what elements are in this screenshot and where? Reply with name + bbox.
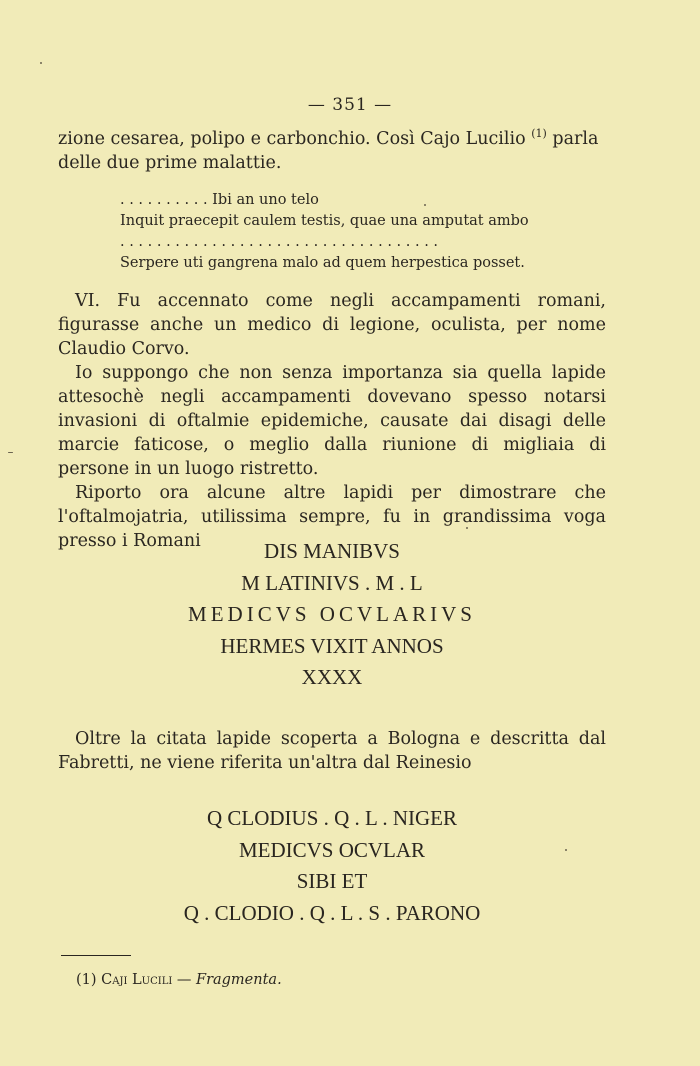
footnote — [76, 970, 282, 990]
intro-line-2: delle due prime malattie. — [58, 152, 282, 173]
page-number: — 351 — — [307, 95, 393, 115]
verse-line-2: Inquit praecepit caulem testis, quae una amputat ambo — [120, 213, 529, 229]
paragraph-oltre: Oltre la citata lapide scoperta a Bologna e descritta dal Fabretti, ne viene riferita un'altra dal Reinesio — [58, 729, 606, 773]
footnote-reference: (1) — [531, 127, 547, 140]
paper-speck — [466, 527, 468, 529]
inscription-1-line-2: M LATINIVS . M . L — [241, 570, 423, 595]
inscription-1-line-1: DIS MANIBVS — [264, 539, 400, 563]
inscription-clodius — [0, 803, 664, 929]
inscription-1-line-4: HERMES VIXIT ANNOS — [220, 633, 444, 658]
verse-line-3: . . . . . . . . . . . . . . . . . . . . . . . . . . . . . . . . . . . — [120, 234, 439, 250]
paragraph-riporto: Riporto ora alcune altre lapidi per dimostrare che l'oftalmojatria, utilissima sempre, fu in grandissima voga presso i Romani — [58, 483, 606, 551]
inscription-2-line-3: SIBI ET — [296, 869, 368, 893]
paper-speck — [8, 452, 13, 453]
main-paragraphs — [58, 289, 606, 553]
inscription-1-line-5: XXXX — [301, 665, 363, 689]
footnote-dash: — — [176, 972, 192, 988]
intro-paragraph — [58, 122, 606, 175]
paper-speck — [565, 849, 567, 851]
footnote-title: Fragmenta. — [196, 972, 282, 988]
inscription-1-line-3: MEDICVS OCVLARIVS — [188, 602, 476, 626]
footnote-number: (1) — [76, 972, 97, 988]
verse-line-1: . . . . . . . . . . Ibi an uno telo — [120, 192, 319, 208]
paragraph-io-suppongo: Io suppongo che non senza importanza sia quella lapide attesochè negli accampamenti dovevano spesso notarsi invasioni di oftalmie epidemiche, causate dai disagi delle marcie faticose, o meglio dalla riunione di migliaia di persone in un luogo ristretto. — [58, 363, 606, 479]
inscription-2-line-1: Q CLODIUS . Q . L . NIGER — [206, 806, 458, 830]
paragraph-vi: VI. Fu accennato come negli accampamenti romani, figurasse anche un medico di legione, oculista, per nome Claudio Corvo. — [58, 291, 606, 359]
paper-speck — [424, 204, 426, 206]
intro-line-1: zione cesarea, polipo e carbonchio. Così Cajo Lucilio $^{(1)}$ parla — [58, 127, 599, 149]
inscription-2-line-4: Q . CLODIO . Q . L . S . PARONO — [183, 900, 481, 925]
verse-line-4: Serpere uti gangrena malo ad quem herpestica posset. — [120, 255, 525, 271]
footnote-author: Caji Lucili — [101, 972, 173, 988]
inscription-2-line-2: MEDICVS OCVLAR — [238, 837, 426, 862]
latin-verse — [120, 190, 560, 274]
inscription-latinius — [0, 536, 664, 694]
footnote-rule — [61, 955, 131, 956]
paper-speck — [40, 62, 42, 64]
